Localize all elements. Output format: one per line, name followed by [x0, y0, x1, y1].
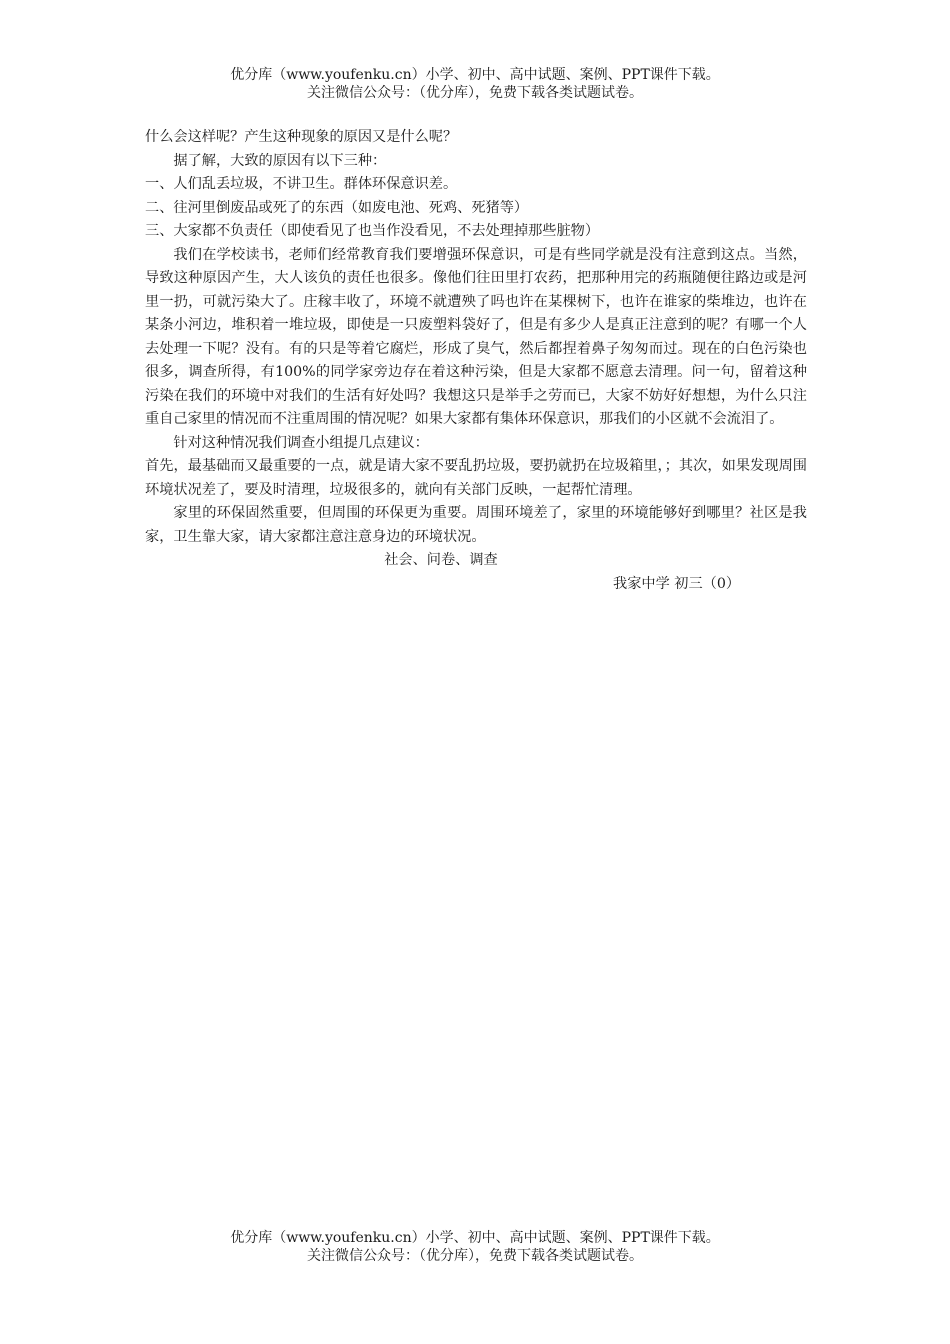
reason-item-3: 三、大家都不负责任（即使看见了也当作没看见，不去处理掉那些脏物） — [145, 223, 600, 239]
header-line-2: 关注微信公众号：（优分库），免费下载各类试题试卷。 — [307, 85, 643, 101]
suggestion-body: 首先，最基础而又最重要的一点，就是请大家不要乱扔垃圾，要扔就扔在垃圾箱里，；其次，如果发现周围环境状况差了，要及时清理，垃圾很多的，就向有关部门反映，一起帮忙清理。 — [145, 458, 807, 498]
reasons-intro: 据了解，大致的原因有以下三种： — [173, 152, 387, 169]
paragraph-school: 我们在学校读书，老师们经常教育我们要增强环保意识，可是有些同学就是没有注意到这点。当然，导致这种原因产生，大人该负的责任也很多。像他们往田里打农药，把那种用完的药瓶随便往路边或是河里一扔，可就污染大了。庄稼丰收了，环境不就遭殃了吗也许在某棵树下，也许在谁家的柴堆边，也许在某条小河边，堆积着一堆垃圾，即使是一只废塑料袋好了，但是有多少人是真正注意到的呢？有哪一个人去处理一下呢？没有。有的只是等着它腐烂，形成了臭气，然后都捏着鼻子匆匆而过。现在的白色污染也很多，调查所得，有100%的同学家旁边存在着这种污染，但是大家都不愿意去清理。问一句，留着这种污染在我们的环境中对我们的生活有好处吗？我想这只是举手之劳而已，大家不妨好好想想，为什么只注重自己家里的情况而不注重周围的情况呢？如果大家都有集体环保意识，那我们的小区就不会流泪了。 — [145, 246, 807, 427]
reason-item-1: 一、人们乱丢垃圾，不讲卫生。群体环保意识差。 — [145, 176, 458, 192]
footer-line-1: 优分库（www.youfenku.cn）小学、初中、高中试题、案例、PPT课件下载。 — [230, 1230, 720, 1246]
intro-line: 什么会这样呢？产生这种现象的原因又是什么呢？ — [145, 129, 458, 145]
category-line: 社会、问卷、调查 — [384, 552, 498, 568]
reason-item-2: 二、往河里倒废品或死了的东西（如废电池、死鸡、死猪等） — [145, 199, 529, 216]
header-line-1: 优分库（www.youfenku.cn）小学、初中、高中试题、案例、PPT课件下载。 — [230, 67, 720, 83]
page-footer-banner — [0, 1229, 950, 1265]
footer-line-2: 关注微信公众号：（优分库），免费下载各类试题试卷。 — [307, 1248, 643, 1264]
suggestion-intro: 针对这种情况我们调查小组提几点建议： — [173, 434, 429, 451]
author-line: 我家中学 初三（0） — [613, 575, 741, 592]
page-header-banner — [0, 66, 950, 102]
document-body — [145, 126, 807, 596]
closing-paragraph: 家里的环保固然重要，但周围的环保更为重要。周围环境差了，家里的环境能够好到哪里？社区是我家，卫生靠大家，请大家都注意注意身边的环境状况。 — [145, 505, 807, 545]
